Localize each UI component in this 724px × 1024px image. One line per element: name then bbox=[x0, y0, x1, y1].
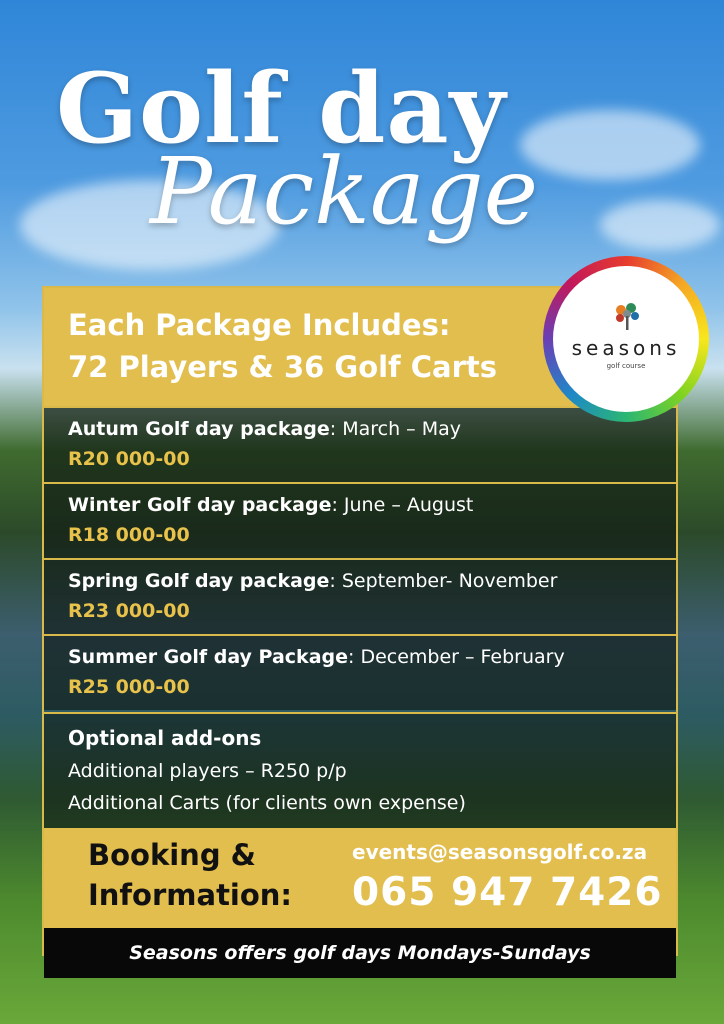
footer-note: Seasons offers golf days Mondays-Sundays bbox=[44, 928, 676, 978]
package-period: : September- November bbox=[329, 570, 558, 592]
package-name: Spring Golf day package bbox=[68, 570, 330, 592]
information-label: Information: bbox=[88, 878, 293, 912]
addons-section bbox=[44, 712, 676, 828]
package-name: Autum Golf day package bbox=[68, 418, 330, 440]
package-row-summer bbox=[44, 634, 676, 710]
email-link[interactable]: events@seasonsgolf.co.za bbox=[352, 840, 648, 864]
addons-title: Optional add-ons bbox=[68, 726, 262, 750]
package-price: R23 000-00 bbox=[68, 600, 190, 622]
logo-badge bbox=[553, 266, 699, 412]
cloud bbox=[520, 110, 700, 180]
tree-icon bbox=[611, 300, 643, 332]
includes-detail: 72 Players & 36 Golf Carts bbox=[68, 350, 498, 384]
phone-number[interactable]: 065 947 7426 bbox=[352, 870, 663, 915]
booking-label: Booking & bbox=[88, 838, 256, 872]
package-period: : March – May bbox=[329, 418, 461, 440]
addon-carts: Additional Carts (for clients own expense) bbox=[68, 792, 466, 814]
package-price: R18 000-00 bbox=[68, 524, 190, 546]
package-period: : June – August bbox=[331, 494, 474, 516]
page-title-script: Package bbox=[150, 138, 539, 245]
package-period: : December – February bbox=[348, 646, 565, 668]
package-row-winter bbox=[44, 482, 676, 558]
logo-brand: seasons bbox=[571, 336, 681, 360]
page-title: Golf day bbox=[56, 52, 507, 165]
package-name: Summer Golf day Package bbox=[68, 646, 348, 668]
package-name: Winter Golf day package bbox=[68, 494, 332, 516]
package-price: R25 000-00 bbox=[68, 676, 190, 698]
package-row-spring bbox=[44, 558, 676, 634]
booking-banner bbox=[44, 828, 676, 928]
cloud bbox=[600, 200, 720, 250]
package-price: R20 000-00 bbox=[68, 448, 190, 470]
includes-heading: Each Package Includes: bbox=[68, 308, 451, 342]
addon-players: Additional players – R250 p/p bbox=[68, 760, 347, 782]
seasons-logo bbox=[543, 256, 709, 422]
logo-subtitle: golf course bbox=[606, 362, 646, 370]
package-row-autumn bbox=[44, 406, 676, 482]
